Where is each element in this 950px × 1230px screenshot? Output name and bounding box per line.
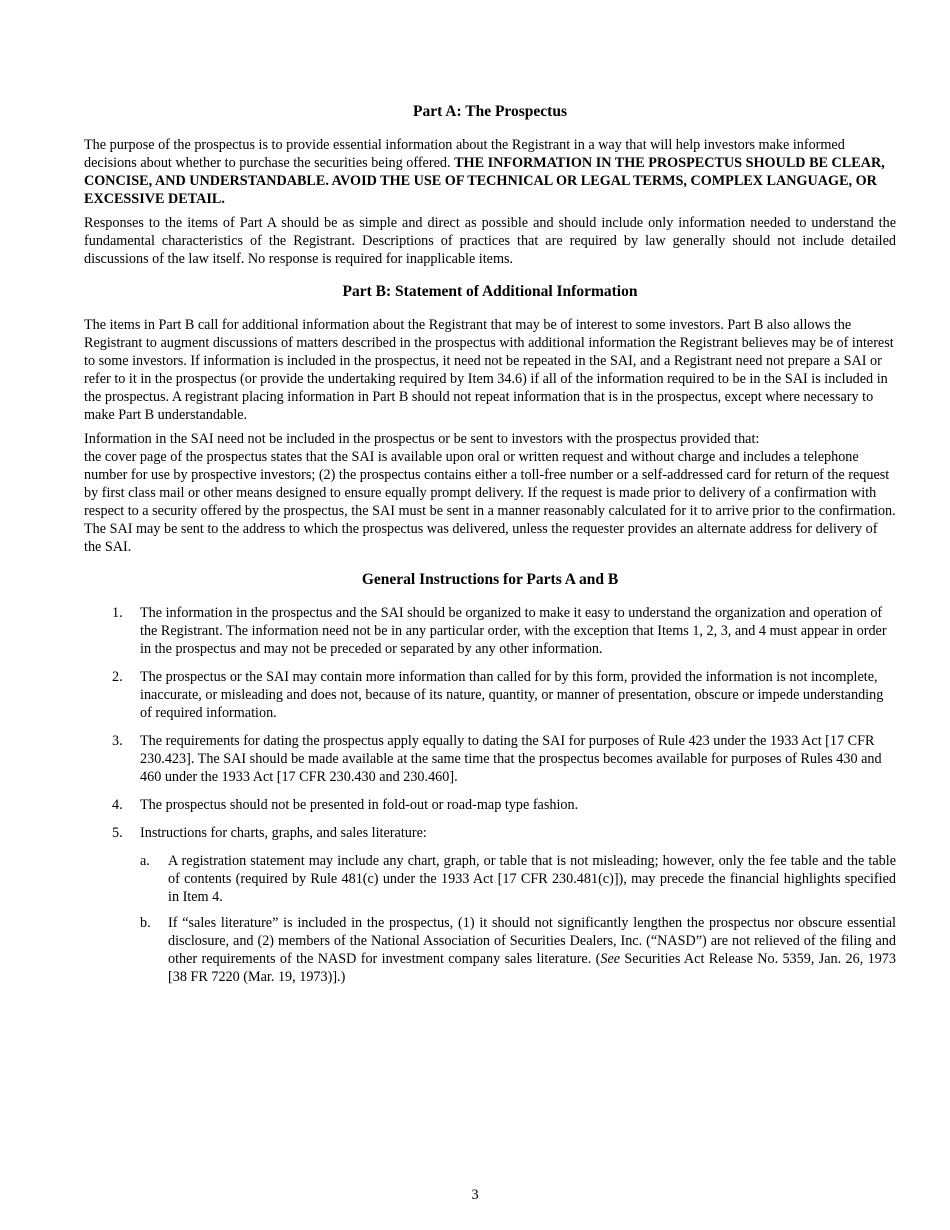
list-item-number: 4. [112, 797, 123, 813]
list-item-text: The information in the prospectus and the SAI should be organized to make it easy to understand the organization and operation of the Registrant. The information need not be in any particular order, with the exception that Items 1, 2, 3, and 4 must appear in order in the prospectus and may not be preceded or separated by any other information. [140, 605, 887, 657]
part-a-intro-text: The purpose of the prospectus is to provide essential information about the Registrant in a way that will help investors make informed decisions about whether to purchase the securities being offered. [84, 137, 845, 171]
sub-list-item [140, 852, 896, 906]
page-number: 3 [471, 1187, 479, 1203]
part-b-paragraph-2-intro: Information in the SAI need not be included in the prospectus or be sent to investors with the prospectus provided that: [84, 431, 760, 447]
list-item-text: Instructions for charts, graphs, and sales literature: [140, 825, 427, 841]
part-a-bold-notice: THE INFORMATION IN THE PROSPECTUS SHOULD BE CLEAR, CONCISE, AND UNDERSTANDABLE. AVOID THE USE OF TECHNICAL OR LEGAL TERMS, COMPLEX LANGUAGE, OR EXCESSIVE DETAIL. [84, 155, 885, 207]
sub-item-text-pre: If “sales literature” is included in the prospectus, (1) it should not significantly lengthen the prospectus nor obscure essential disclosure, and (2) members of the National Association of Securities Dealers, Inc. (“NASD”) are not relieved of the filing and other requirements of the NASD for investment company sales literature. ( [168, 915, 896, 967]
sub-list-item [140, 914, 896, 986]
list-item-text: The prospectus or the SAI may contain more information than called for by this form, provided the information is not incomplete, inaccurate, or misleading and does not, because of its nature, quantity, or manner of presentation, obscure or impede understanding of required information. [140, 669, 884, 721]
part-a-paragraph-2: Responses to the items of Part A should be as simple and direct as possible and should include only information needed to understand the fundamental characteristics of the Registrant. Descriptions of practices that are required by law generally should not include detailed discussions of the law itself. No response is required for inapplicable items. [84, 215, 896, 267]
list-item-text: The requirements for dating the prospectus apply equally to dating the SAI for purposes of Rule 423 under the 1933 Act [17 CFR 230.423]. The SAI should be made available at the same time that the prospectus becomes available for purposes of Rules 430 and 460 under the 1933 Act [17 CFR 230.430 and 230.460]. [140, 733, 882, 785]
general-instructions-list [84, 604, 896, 986]
list-item [84, 604, 896, 658]
general-instructions-heading: General Instructions for Parts A and B [361, 571, 619, 588]
list-item-number: 1. [112, 605, 123, 621]
part-b-heading: Part B: Statement of Additional Information [342, 283, 638, 300]
list-item-text: The prospectus should not be presented in fold-out or road-map type fashion. [140, 797, 579, 813]
sub-instructions-list [140, 852, 896, 986]
list-item-number: 2. [112, 669, 123, 685]
sub-item-letter: b. [140, 915, 151, 931]
see-citation-signal: See [600, 951, 621, 967]
part-b-paragraph-1: The items in Part B call for additional information about the Registrant that may be of interest to some investors. Part B also allows the Registrant to augment discussions of matters described in the prospectus with additional information the Registrant believes may be of interest to some investors. If information is included in the prospectus, it need not be repeated in the SAI, and a Registrant need not prepare a SAI or refer to it in the prospectus (or provide the undertaking required by Item 34.6) if all of the information required to be in the SAI is included in the prospectus. A registrant placing information in Part B should not repeat information that is in the prospectus, except where necessary to make Part B understandable. [84, 317, 894, 423]
sub-item-text-post: Securities Act Release No. 5359, Jan. 26, 1973 [38 FR 7220 (Mar. 19, 1973)].) [168, 951, 896, 985]
list-item [84, 824, 896, 986]
list-item [84, 732, 896, 786]
page-content [84, 102, 896, 996]
part-b-paragraph-2: the cover page of the prospectus states that the SAI is available upon oral or written request and without charge and includes a telephone number for use by prospective investors; (2) the prospectus contains either a toll-free number or a self-addressed card for return of the request by first class mail or other means designed to ensure equally prompt delivery. If the request is made prior to delivery of a confirmation with respect to a security offered by the prospectus, the SAI must be sent in a manner reasonably calculated for it to arrive prior to the confirmation. The SAI may be sent to the address to which the prospectus was delivered, unless the requester provides an alternate address for delivery of the SAI. [84, 449, 896, 555]
sub-item-text: A registration statement may include any chart, graph, or table that is not misleading; however, only the fee table and the table of contents (required by Rule 481(c) under the 1933 Act [17 CFR 230.481(c)]), may precede the financial highlights specified in Item 4. [168, 853, 896, 905]
list-item-number: 3. [112, 733, 123, 749]
part-a-heading: Part A: The Prospectus [413, 103, 567, 120]
list-item-number: 5. [112, 825, 123, 841]
sub-item-letter: a. [140, 853, 150, 869]
part-a-paragraph-1 [84, 136, 896, 208]
list-item [84, 796, 896, 814]
list-item [84, 668, 896, 722]
